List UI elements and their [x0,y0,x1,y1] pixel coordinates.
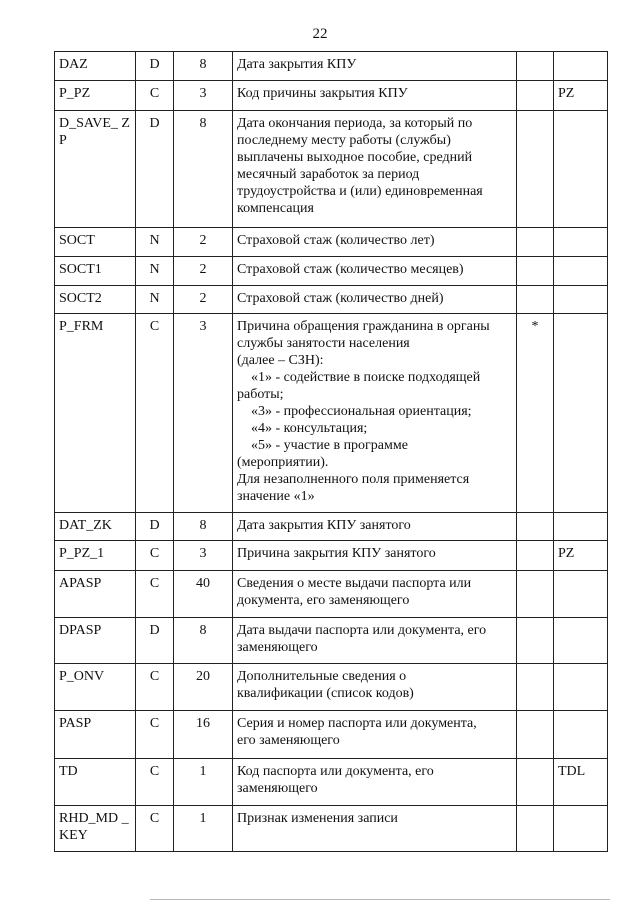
description-line: (далее – СЗН): [237,353,324,368]
field-description-cell [233,571,517,618]
field-name-cell: P_FRM [55,314,136,513]
field-required-cell [517,711,554,759]
description-line: Дата выдачи паспорта или документа, его [237,623,487,638]
field-description-cell [233,806,517,852]
field-required-cell [517,618,554,664]
field-length-cell: 16 [174,711,233,759]
description-line: заменяющего [237,640,318,655]
table-row [55,541,608,571]
description-line: «3» - профессиональная ориентация; [251,404,472,419]
field-name-cell: DAT_ZK [55,513,136,541]
field-description-cell [233,513,517,541]
field-required-cell [517,286,554,314]
field-length-cell: 1 [174,806,233,852]
description-line: значение «1» [237,489,315,504]
field-name-cell: RHD_MD _KEY [55,806,136,852]
description-line: его заменяющего [237,733,340,748]
table-row [55,513,608,541]
field-description-cell [233,286,517,314]
field-name-cell: DPASP [55,618,136,664]
field-description-cell [233,618,517,664]
description-line: Дополнительные сведения о [237,669,407,684]
table-row [55,257,608,286]
field-type-cell: C [136,806,174,852]
field-required-cell [517,806,554,852]
description-line: документа, его заменяющего [237,593,410,608]
field-length-cell: 8 [174,618,233,664]
field-type-cell: D [136,513,174,541]
table-row [55,81,608,111]
field-length-cell: 20 [174,664,233,711]
table-row [55,571,608,618]
field-name-cell: SOCT2 [55,286,136,314]
field-name-cell: APASP [55,571,136,618]
field-name-cell: PASP [55,711,136,759]
field-name-cell: P_PZ [55,81,136,111]
description-line: «5» - участие в программе [251,438,408,453]
field-required-cell [517,513,554,541]
description-line: компенсация [237,201,314,216]
field-reference-cell: TDL [554,759,608,806]
field-length-cell: 1 [174,759,233,806]
field-name-cell: P_PZ_1 [55,541,136,571]
table-row [55,228,608,257]
page-number: 22 [312,26,328,42]
field-type-cell: N [136,286,174,314]
field-required-cell [517,52,554,81]
description-line: Серия и номер паспорта или документа, [237,716,477,731]
field-length-cell: 2 [174,228,233,257]
description-line: Страховой стаж (количество лет) [237,233,435,248]
field-type-cell: C [136,571,174,618]
description-line: месячный заработок за период [237,167,420,182]
description-line: последнему месту работы (службы) [237,133,451,148]
description-line: «1» - содействие в поиске подходящей [251,370,481,385]
description-line: Сведения о месте выдачи паспорта или [237,576,472,591]
field-reference-cell [554,711,608,759]
field-description-cell [233,228,517,257]
field-required-cell [517,571,554,618]
field-reference-cell: PZ [554,541,608,571]
fields-table [54,51,608,852]
description-line: трудоустройства и (или) единовременная [237,184,483,199]
field-description-cell [233,541,517,571]
field-required-cell: * [517,314,554,513]
description-line: «4» - консультация; [251,421,368,436]
field-description-cell [233,257,517,286]
table-row [55,711,608,759]
field-name-cell: SOCT1 [55,257,136,286]
field-length-cell: 3 [174,314,233,513]
field-length-cell: 8 [174,52,233,81]
field-type-cell: N [136,257,174,286]
field-type-cell: C [136,711,174,759]
field-type-cell: N [136,228,174,257]
field-name-cell: D_SAVE_ ZP [55,111,136,228]
field-length-cell: 2 [174,257,233,286]
description-line: Дата окончания периода, за который по [237,116,473,131]
description-line: Дата закрытия КПУ [237,57,357,72]
field-reference-cell [554,571,608,618]
field-length-cell: 8 [174,513,233,541]
table-row [55,759,608,806]
field-type-cell: C [136,541,174,571]
description-line: Код паспорта или документа, его [237,764,434,779]
field-reference-cell [554,111,608,228]
field-name-cell: SOCT [55,228,136,257]
field-length-cell: 3 [174,541,233,571]
description-line: Код причины закрытия КПУ [237,86,408,101]
field-name-cell: DAZ [55,52,136,81]
field-name-cell: P_ONV [55,664,136,711]
field-length-cell: 40 [174,571,233,618]
field-description-cell [233,111,517,228]
field-description-cell [233,711,517,759]
description-line: (мероприятии). [237,455,329,470]
field-required-cell [517,81,554,111]
description-line: заменяющего [237,781,318,796]
description-line: Страховой стаж (количество дней) [237,291,444,306]
table-row [55,806,608,852]
field-description-cell [233,81,517,111]
table-row [55,664,608,711]
field-length-cell: 8 [174,111,233,228]
field-type-cell: D [136,52,174,81]
description-line: квалификации (список кодов) [237,686,414,701]
field-name-cell: TD [55,759,136,806]
field-type-cell: D [136,111,174,228]
description-line: службы занятости населения [237,336,410,351]
field-required-cell [517,111,554,228]
field-reference-cell [554,618,608,664]
table-row [55,111,608,228]
field-reference-cell [554,664,608,711]
field-length-cell: 2 [174,286,233,314]
field-reference-cell [554,257,608,286]
field-description-cell [233,759,517,806]
field-reference-cell [554,513,608,541]
description-line: Страховой стаж (количество месяцев) [237,262,464,277]
field-type-cell: C [136,314,174,513]
field-required-cell [517,228,554,257]
description-line: Признак изменения записи [237,811,398,826]
bottom-edge-line [150,899,610,900]
field-description-cell [233,314,517,513]
field-type-cell: C [136,759,174,806]
table-row [55,618,608,664]
field-reference-cell [554,228,608,257]
field-reference-cell: PZ [554,81,608,111]
description-line: Для незаполненного поля применяется [237,472,470,487]
field-required-cell [517,257,554,286]
description-line: выплачены выходное пособие, средний [237,150,473,165]
field-description-cell [233,52,517,81]
description-line: Причина закрытия КПУ занятого [237,546,436,561]
field-reference-cell [554,314,608,513]
table-row [55,286,608,314]
field-required-cell [517,759,554,806]
field-reference-cell [554,806,608,852]
field-required-cell [517,541,554,571]
field-required-cell [517,664,554,711]
description-line: работы; [237,387,284,402]
fields-table-body [55,52,608,852]
field-description-cell [233,664,517,711]
table-row [55,314,608,513]
field-type-cell: C [136,81,174,111]
description-line: Причина обращения гражданина в органы [237,319,490,334]
table-row [55,52,608,81]
field-type-cell: C [136,664,174,711]
field-reference-cell [554,286,608,314]
field-reference-cell [554,52,608,81]
field-type-cell: D [136,618,174,664]
field-length-cell: 3 [174,81,233,111]
description-line: Дата закрытия КПУ занятого [237,518,411,533]
